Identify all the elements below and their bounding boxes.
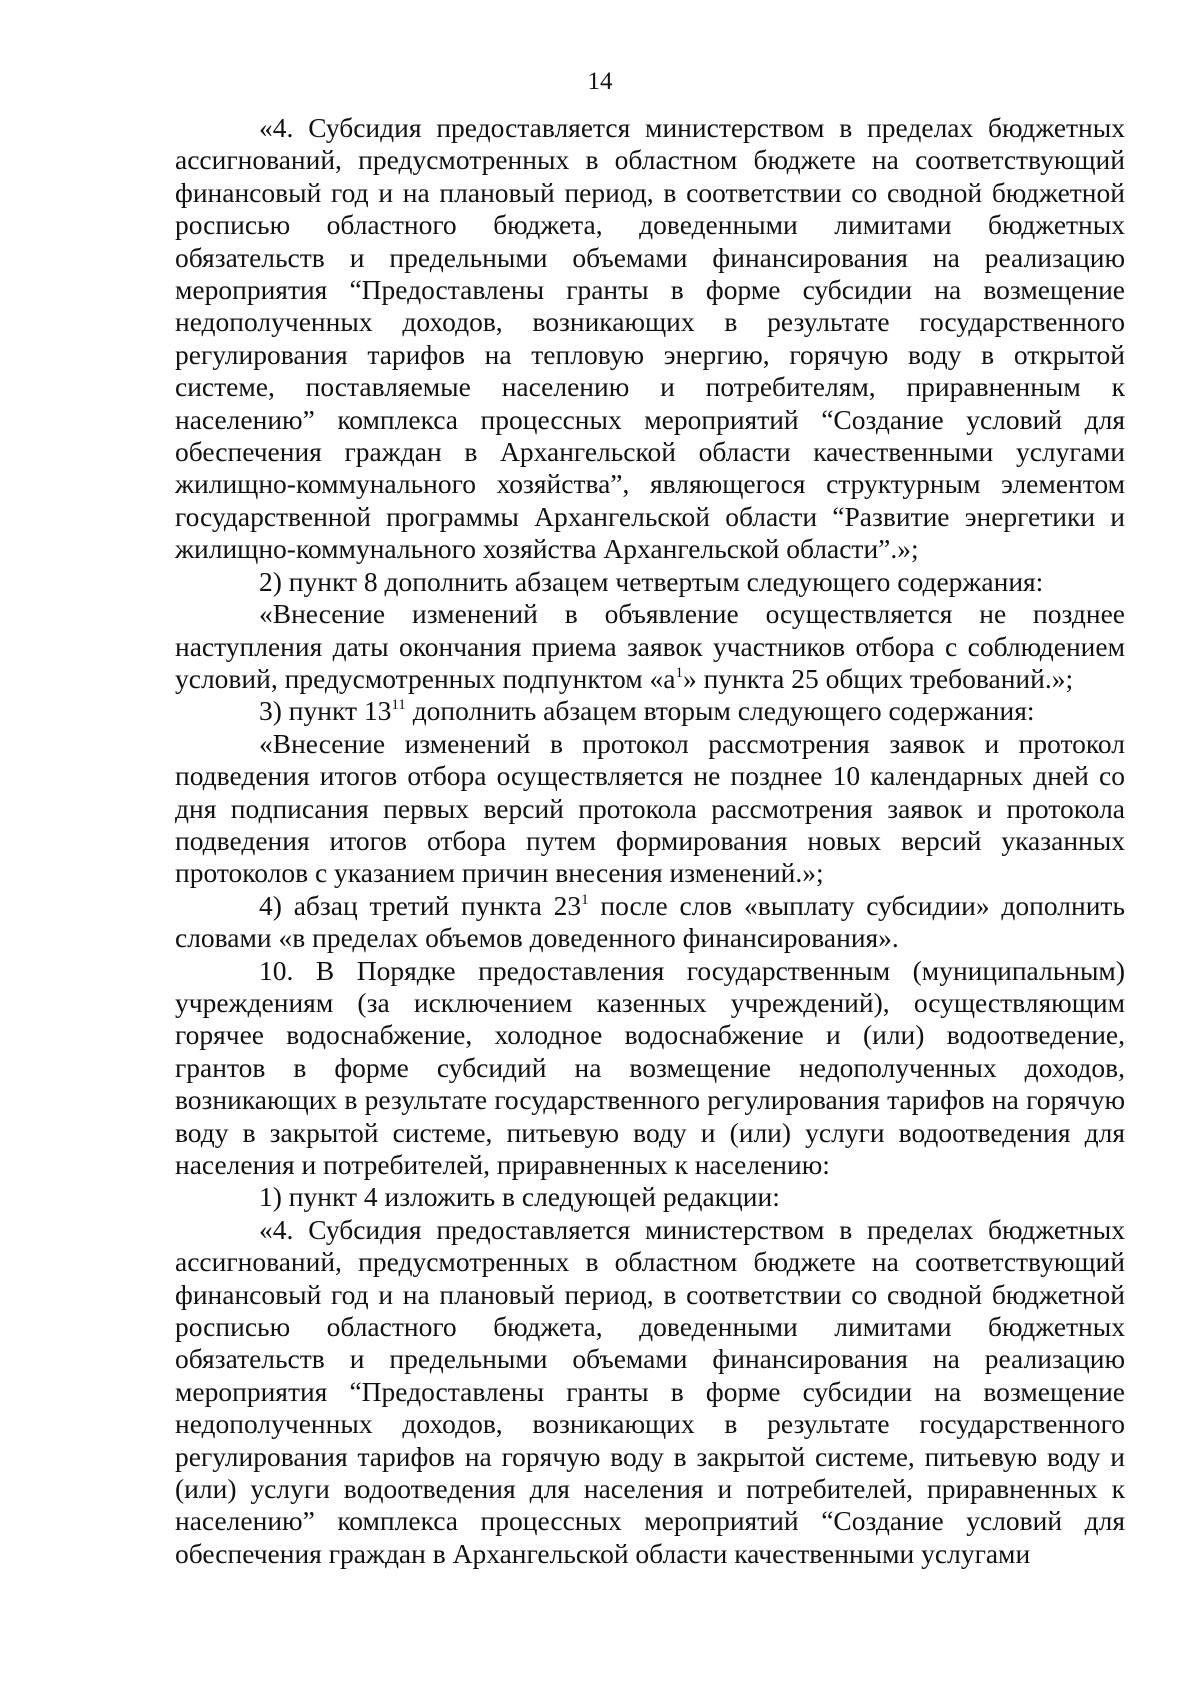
paragraph [175,598,1125,695]
paragraph-text: «4. Субсидия предоставляется министерством в пределах бюджетных ассигнований, предусмотренных в областном бюджете на соответствующий финансовый год и на плановый период, в соответствии со сводной бюджетной росписью областного бюджета, доведенными лимитами бюджетных обязательств и предельными объемами финансирования на реализацию мероприятия “Предоставлены гранты в форме субсидии на возмещение недополученных доходов, возникающих в результате государственного регулирования тарифов на горячую воду в закрытой системе, питьевую воду и (или) услуги водоотведения для населения и потребителей, приравненных к населению” комплекса процессных мероприятий “Создание условий для обеспечения граждан в Архангельской области качественными услугами [175,1213,1125,1569]
paragraph-text: дополнить абзацем вторым следующего содержания: [405,695,1035,727]
paragraph-text: «Внесение изменений в протокол рассмотрения заявок и протокол подведения итогов отбора осуществляется не позднее 10 календарных дней со дня подписания первых версий протокола рассмотрения заявок и протокола подведения итогов отбора путем формирования новых версий указанных протоколов с указанием причин внесения изменений.»; [175,727,1125,889]
superscript: 1 [581,891,589,908]
paragraph [175,1181,1125,1213]
paragraph [175,728,1125,890]
paragraph-text: после слов «выплату субсидии» дополнить словами «в пределах объемов доведенного финансирования». [175,889,1125,954]
paragraph [175,695,1125,727]
paragraph-text: 10. В Порядке предоставления государственным (муниципальным) учреждениям (за исключением казенных учреждений), осуществляющим горячее водоснабжение, холодное водоснабжение и (или) водоотведение, грантов в форме субсидий на возмещение недополученных доходов, возникающих в результате государственного регулирования тарифов на горячую воду в закрытой системе, питьевую воду и (или) услуги водоотведения для населения и потребителей, приравненных к населению: [175,954,1125,1180]
paragraph-text: 3) пункт 13 [259,695,392,727]
paragraph-text: «Внесение изменений в объявление осуществляется не позднее наступления даты окончания приема заявок участников отбора с соблюдением условий, предусмотренных подпунктом «а [175,598,1125,694]
page-number: 14 [587,68,613,95]
paragraph [175,112,1125,566]
paragraph-text: 2) пункт 8 дополнить абзацем четвертым следующего содержания: [259,565,1044,597]
document-body [175,112,1125,1570]
paragraph-text: «4. Субсидия предоставляется министерством в пределах бюджетных ассигнований, предусмотренных в областном бюджете на соответствующий финансовый год и на плановый период, в соответствии со сводной бюджетной росписью областного бюджета, доведенными лимитами бюджетных обязательств и предельными объемами финансирования на реализацию мероприятия “Предоставлены гранты в форме субсидии на возмещение недополученных доходов, возникающих в результате государственного регулирования тарифов на тепловую энергию, горячую воду в открытой системе, поставляемые населению и потребителям, приравненным к населению” комплекса процессных мероприятий “Создание условий для обеспечения граждан в Архангельской области качественными услугами жилищно-коммунального хозяйства”, являющегося структурным элементом государственной программы Архангельской области “Развитие энергетики и жилищно-коммунального хозяйства Архангельской области”.»; [175,112,1125,565]
paragraph [175,1214,1125,1570]
paragraph [175,566,1125,598]
paragraph-text: » пункта 25 общих требований.»; [682,662,1074,694]
superscript: 1 [675,664,683,681]
paragraph [175,955,1125,1182]
superscript: 11 [391,697,406,714]
paragraph-text: 1) пункт 4 изложить в следующей редакции: [259,1181,780,1213]
paragraph-text: 4) абзац третий пункта 23 [259,889,582,921]
paragraph [175,890,1125,955]
